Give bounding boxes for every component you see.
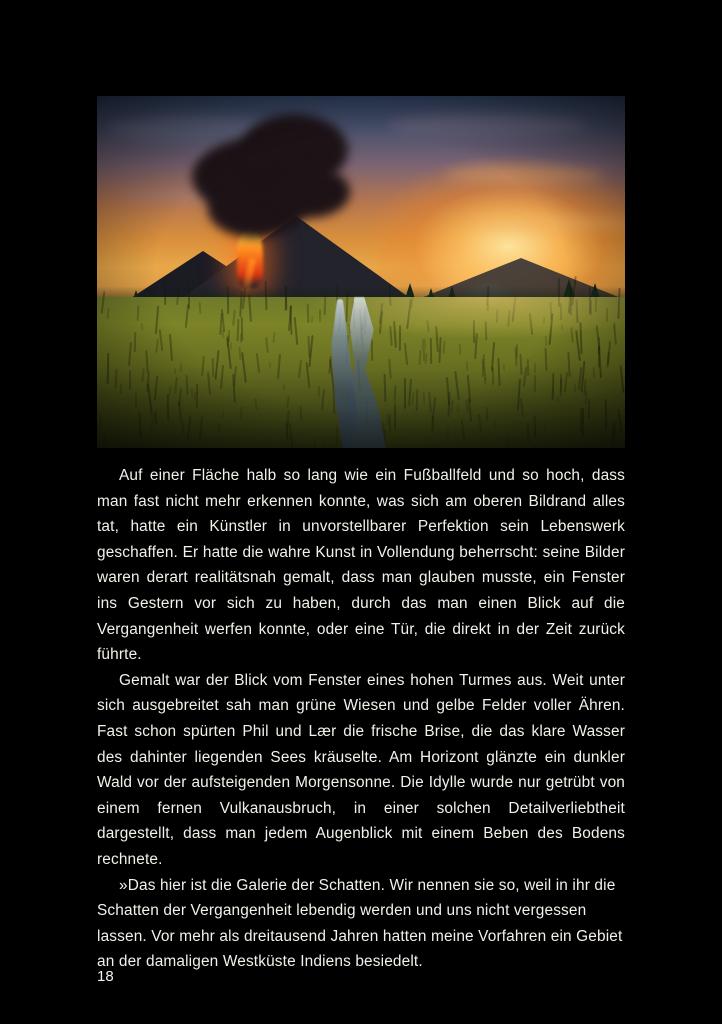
grass-blade <box>154 411 157 425</box>
grass-blade <box>241 352 247 383</box>
grass-blade <box>212 358 215 377</box>
page-number: 18 <box>97 968 114 985</box>
grass-blade <box>497 358 500 386</box>
grass-blade <box>466 361 469 371</box>
grass-blade <box>254 397 257 409</box>
grass-blade <box>186 416 191 441</box>
grass-blade <box>180 363 182 372</box>
grass-blade <box>492 367 494 385</box>
grass-blade <box>450 400 453 413</box>
grass-blade <box>523 367 527 387</box>
cloud <box>467 216 625 230</box>
grass-blade <box>618 409 623 433</box>
grass-blade <box>135 393 137 408</box>
cloud <box>387 114 587 138</box>
grass-blade <box>336 427 339 444</box>
grass-blade <box>534 375 536 392</box>
grass-blade <box>503 364 505 371</box>
body-text <box>97 463 625 975</box>
grass-blade <box>283 383 286 390</box>
grass-blade <box>150 417 153 430</box>
grass-blade <box>383 374 386 402</box>
grass-blade <box>119 383 122 394</box>
grass-blade <box>288 423 293 448</box>
grass-blade <box>534 363 536 373</box>
grass-blade <box>174 377 177 394</box>
grass-blade <box>298 360 302 378</box>
grass-blade <box>269 362 272 369</box>
grass-blade <box>196 384 198 408</box>
grass-blade <box>321 389 325 410</box>
grass-blade <box>455 371 460 400</box>
grass-blade <box>256 353 260 373</box>
grass-blade <box>300 406 303 421</box>
grass-blade <box>507 436 509 445</box>
grass-blade <box>559 374 561 396</box>
grass-blade <box>154 376 158 401</box>
grass-blade <box>388 359 391 379</box>
grass-blade <box>178 401 182 423</box>
grass-blade <box>147 384 153 415</box>
grass-blade <box>167 394 169 420</box>
grass-blade <box>446 377 450 405</box>
grass-blade <box>318 386 320 397</box>
grass-blade <box>605 399 607 429</box>
grass-blade <box>574 384 576 392</box>
grass-blade <box>314 440 316 447</box>
grass-blade <box>141 368 145 382</box>
paragraph: »Das hier ist die Galerie der Schatten. Wir nennen sie so, weil in ihr die Schatten der Vergangenheit lebendig werden und uns nicht vergessen lassen. Vor mehr als dreitausend Jahren hatten meine Vorfahren ein Gebiet an der damaligen Westküste Indiens besiedelt. <box>97 876 623 971</box>
grass-blade <box>199 416 204 441</box>
grass-blade <box>146 350 149 373</box>
grass-blade <box>564 372 568 392</box>
grass-blade <box>221 410 223 417</box>
grass-blade <box>394 404 396 431</box>
grass-blade <box>620 365 625 393</box>
grass-blade <box>456 405 458 412</box>
illustration-scene <box>97 96 625 448</box>
grass-blade <box>493 420 496 428</box>
grass-blade <box>411 392 414 405</box>
grass-blade <box>593 367 596 378</box>
grass-blade <box>484 367 487 381</box>
grass-blade <box>520 398 524 417</box>
grass-blade <box>551 387 554 394</box>
grass-blade <box>201 356 205 376</box>
grass-blade <box>99 414 102 429</box>
grass-blade <box>567 352 570 377</box>
grass-blade <box>394 385 397 403</box>
grass-blade <box>461 420 465 440</box>
grass-blade <box>389 414 391 432</box>
grass-blade <box>239 407 243 420</box>
grass-blade <box>404 378 406 409</box>
grass-blade <box>207 372 211 395</box>
grass-blade <box>416 389 419 411</box>
ash-plume <box>266 166 350 218</box>
grass-blade <box>168 386 171 397</box>
grass-blade <box>447 428 449 437</box>
grass-blade <box>486 407 488 421</box>
grass-blade <box>614 420 617 435</box>
grass-blade <box>103 433 107 446</box>
grass-blade <box>323 440 325 448</box>
grass-blade <box>424 353 427 364</box>
grass-blade <box>588 399 590 419</box>
grass-blade <box>519 353 522 374</box>
grass-blade <box>582 408 584 438</box>
grass-blade <box>107 353 110 384</box>
grass-blade <box>138 412 141 436</box>
grass-blade <box>129 370 131 390</box>
grass-blade <box>277 354 281 379</box>
paragraph: Gemalt war der Blick vom Fenster eines hohen Turmes aus. Weit unter sich ausgebreitet sah man grüne Wiesen und gelbe Felder voller Ähren. Fast schon spürten Phil und Lær die frische Brise, die das klare Wasser des dahinter liegenden Sees kräuselte. Am Horizont glänzte ein dunkler Wald vor der aufsteigenden Morgensonne. Die Idylle wurde nur getrübt von einem fernen Vulkanausbruch, in einer solchen Detailverliebtheit dargestellt, dass man jedem Augenblick mit einem Beben des Bodens rechnete. <box>97 671 625 868</box>
grass-blade <box>544 422 547 431</box>
grass-blade <box>428 391 432 411</box>
paragraph: Auf einer Fläche halb so lang wie ein Fußballfeld und so hoch, dass man fast nicht mehr erkennen konnte, was sich am oberen Bildrand alles tat, hatte ein Künstler in unvorstellbarer Perfektion sein Lebenswerk geschaffen. Er hatte die wahre Kunst in Vollendung beherrscht: seine Bilder waren derart realitätsnah gemalt, dass man glauben musste, ein Fenster ins Gestern vor sich zu haben, durch das man einen Blick auf die Vergangenheit werfen konnte, oder eine Tür, die direkt in der Zeit zurück führte. <box>97 467 625 664</box>
grass-blade <box>479 414 483 431</box>
grass-blade <box>557 396 560 403</box>
grass-blade <box>286 396 289 408</box>
grass-blade <box>218 423 221 433</box>
grass-blade <box>534 415 537 438</box>
grass-blade <box>432 416 434 432</box>
grass-blade <box>114 369 117 388</box>
grass-blade <box>286 428 288 438</box>
chapter-illustration <box>97 96 625 448</box>
grass-blade <box>220 365 224 389</box>
grass-blade <box>174 368 176 374</box>
grass-blade <box>527 423 529 443</box>
grass-blade <box>214 350 219 380</box>
grass-blade <box>422 392 424 404</box>
grass-blade <box>186 375 189 395</box>
